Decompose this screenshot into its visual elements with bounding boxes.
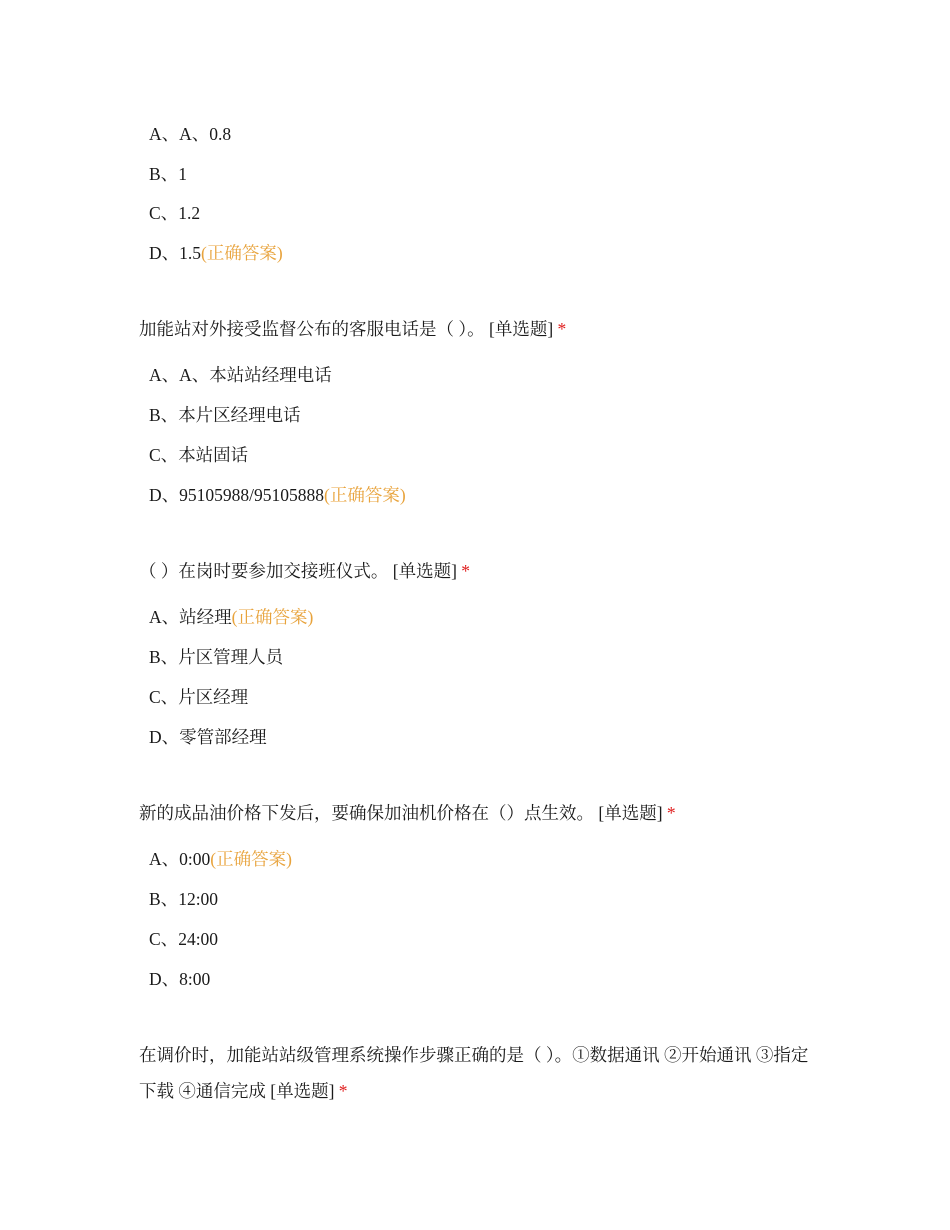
option-prefix: B、: [149, 164, 179, 184]
option-text: 1: [178, 164, 187, 184]
option-text: 1.5: [179, 243, 202, 263]
option-text: 片区管理人员: [178, 647, 284, 667]
correct-answer-tag: (正确答案): [324, 485, 406, 505]
option-text: 1.2: [178, 203, 201, 223]
q1-option-b[interactable]: [149, 403, 301, 427]
option-prefix: A、: [149, 849, 180, 869]
q3-option-b[interactable]: [149, 887, 218, 911]
q1-question-title: [139, 311, 819, 347]
required-marker: *: [557, 319, 567, 339]
q3-option-c[interactable]: [149, 927, 218, 951]
q1-option-d[interactable]: [149, 483, 406, 507]
option-text: 零管部经理: [179, 727, 267, 747]
question-type: [单选题]: [489, 319, 554, 339]
option-prefix: A、: [149, 607, 180, 627]
question-type: [单选题]: [392, 561, 457, 581]
option-text: A、本站站经理电话: [179, 365, 332, 385]
q2-question-title: [139, 553, 819, 589]
option-prefix: B、: [149, 405, 179, 425]
option-prefix: A、: [149, 365, 180, 385]
q3-option-a[interactable]: [149, 847, 292, 871]
q0-option-a[interactable]: [149, 122, 231, 146]
option-text: 24:00: [178, 929, 219, 949]
option-text: 本片区经理电话: [178, 405, 301, 425]
question-stem: 在调价时，加能站站级管理系统操作步骤正确的是（ ）。①数据通讯 ②开始通讯 ③指定下载 ④通信完成: [139, 1045, 809, 1101]
q2-option-b[interactable]: [149, 645, 283, 669]
question-stem: 加能站对外接受监督公布的客服电话是（ ）。: [139, 319, 485, 339]
option-text: A、0.8: [179, 124, 232, 144]
q2-option-c[interactable]: [149, 685, 248, 709]
required-marker: *: [338, 1081, 348, 1101]
option-prefix: D、: [149, 243, 180, 263]
option-prefix: C、: [149, 203, 179, 223]
option-text: 95105988/95105888: [179, 485, 325, 505]
q4-question-title: [139, 1037, 809, 1109]
q3-option-d[interactable]: [149, 967, 210, 991]
q3-question-title: [139, 795, 819, 831]
option-prefix: C、: [149, 445, 179, 465]
q0-option-c[interactable]: [149, 201, 200, 225]
option-prefix: A、: [149, 124, 180, 144]
question-stem: （ ）在岗时要参加交接班仪式。: [139, 561, 389, 581]
option-prefix: D、: [149, 727, 180, 747]
option-text: 本站固话: [178, 445, 249, 465]
q1-option-c[interactable]: [149, 443, 248, 467]
option-text: 8:00: [179, 969, 211, 989]
option-prefix: D、: [149, 485, 180, 505]
q0-option-b[interactable]: [149, 162, 187, 186]
option-prefix: B、: [149, 889, 179, 909]
q0-option-d[interactable]: [149, 241, 283, 265]
required-marker: *: [461, 561, 471, 581]
correct-answer-tag: (正确答案): [210, 849, 292, 869]
option-text: 12:00: [178, 889, 219, 909]
option-prefix: C、: [149, 929, 179, 949]
correct-answer-tag: (正确答案): [201, 243, 283, 263]
question-stem: 新的成品油价格下发后，要确保加油机价格在（）点生效。: [139, 803, 594, 823]
question-type: [单选题]: [598, 803, 663, 823]
correct-answer-tag: (正确答案): [231, 607, 314, 627]
q2-option-d[interactable]: [149, 725, 267, 749]
option-prefix: B、: [149, 647, 179, 667]
required-marker: *: [666, 803, 676, 823]
q1-option-a[interactable]: [149, 363, 332, 387]
option-text: 0:00: [179, 849, 211, 869]
option-text: 片区经理: [178, 687, 249, 707]
option-prefix: D、: [149, 969, 180, 989]
option-text: 站经理: [179, 607, 232, 627]
q2-option-a[interactable]: [149, 605, 313, 629]
option-prefix: C、: [149, 687, 179, 707]
question-type: [单选题]: [270, 1081, 335, 1101]
